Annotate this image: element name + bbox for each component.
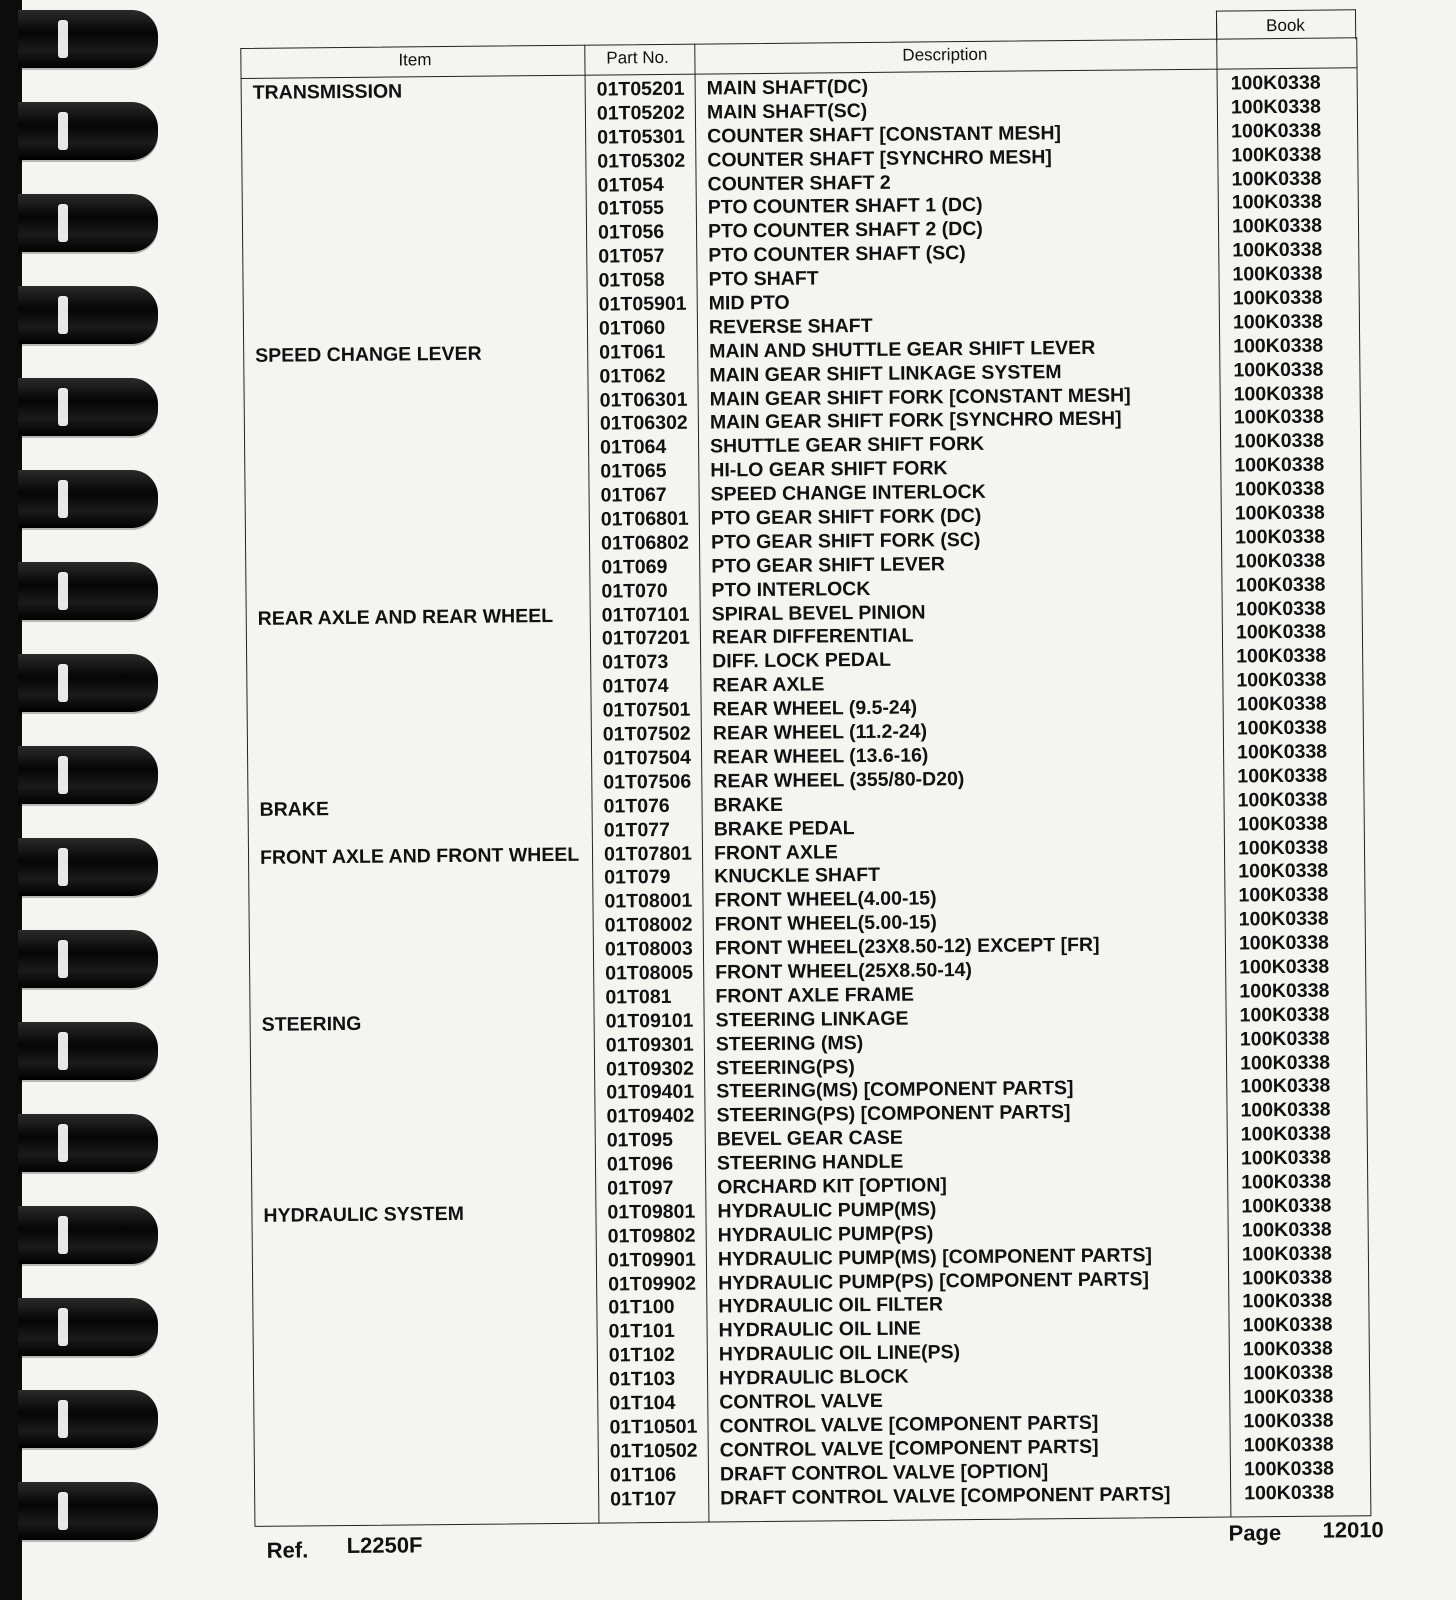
header-description: Description: [902, 44, 988, 65]
header-item: Item: [398, 50, 432, 70]
binding-ring: [18, 1298, 158, 1356]
part-number-cell: 01T08005: [605, 961, 694, 985]
description-cell: MID PTO: [708, 291, 790, 315]
book-cell: 100K0338: [1239, 1027, 1330, 1051]
description-cell: DRAFT CONTROL VALVE [COMPONENT PARTS]: [720, 1482, 1171, 1510]
part-number-cell: 01T106: [609, 1463, 677, 1487]
description-cell: MAIN SHAFT(SC): [706, 99, 868, 124]
book-cell: 100K0338: [1241, 1242, 1332, 1266]
book-cell: 100K0338: [1230, 71, 1321, 95]
book-cell: 100K0338: [1243, 1457, 1335, 1481]
description-cell: CONTROL VALVE [COMPONENT PARTS]: [719, 1411, 1099, 1438]
book-cell: 100K0338: [1242, 1313, 1333, 1337]
part-number-cell: 01T101: [608, 1320, 675, 1343]
part-number-cell: 01T05201: [596, 77, 685, 101]
book-cell: 100K0338: [1238, 859, 1329, 883]
description-cell: PTO GEAR SHIFT FORK (SC): [710, 528, 981, 554]
description-cell: HYDRAULIC PUMP(MS) [COMPONENT PARTS]: [717, 1243, 1153, 1271]
book-cell: 100K0338: [1242, 1289, 1333, 1313]
part-number-cell: 01T074: [602, 675, 669, 698]
part-number-cell: 01T06301: [599, 388, 688, 412]
header-part-no: Part No.: [606, 47, 669, 68]
description-cell: REAR WHEEL (13.6-16): [712, 744, 929, 769]
description-cell: SPEED CHANGE INTERLOCK: [710, 481, 986, 506]
book-cell: 100K0338: [1234, 477, 1325, 501]
description-cell: COUNTER SHAFT 2: [707, 171, 891, 196]
book-cell: 100K0338: [1230, 95, 1321, 119]
book-cell: 100K0338: [1244, 1481, 1335, 1504]
binding-ring: [18, 1390, 158, 1448]
description-cell: MAIN AND SHUTTLE GEAR SHIFT LEVER: [709, 336, 1096, 363]
description-cell: PTO SHAFT: [708, 267, 819, 291]
description-cell: HYDRAULIC PUMP(PS): [717, 1222, 934, 1247]
book-cell: 100K0338: [1237, 764, 1328, 788]
part-number-cell: 01T096: [606, 1152, 674, 1176]
description-cell: COUNTER SHAFT [SYNCHRO MESH]: [707, 145, 1052, 172]
book-cell: 100K0338: [1231, 167, 1322, 191]
part-number-cell: 01T07101: [601, 603, 690, 627]
description-cell: HYDRAULIC OIL FILTER: [718, 1293, 944, 1318]
part-number-cell: 01T058: [598, 269, 665, 292]
book-cell: 100K0338: [1243, 1433, 1334, 1457]
part-number-cell: 01T09101: [605, 1009, 694, 1033]
binding-ring: [18, 1482, 158, 1540]
description-cell: FRONT WHEEL(4.00-15): [714, 887, 937, 912]
book-cell: 100K0338: [1239, 1051, 1331, 1074]
description-cell: STEERING(PS) [COMPONENT PARTS]: [716, 1101, 1071, 1127]
part-number-cell: 01T077: [603, 818, 671, 842]
ref-value: L2250F: [346, 1532, 423, 1559]
book-cell: 100K0338: [1231, 214, 1323, 238]
description-cell: FRONT AXLE FRAME: [715, 983, 915, 1008]
description-cell: STEERING(MS) [COMPONENT PARTS]: [716, 1077, 1074, 1103]
description-cell: STEERING (MS): [715, 1031, 864, 1056]
description-cell: FRONT WHEEL(25X8.50-14): [715, 958, 973, 984]
book-cell: 100K0338: [1241, 1194, 1332, 1218]
description-cell: PTO GEAR SHIFT FORK (DC): [710, 504, 982, 530]
item-cell: FRONT AXLE AND FRONT WHEEL: [259, 843, 580, 869]
book-cell: 100K0338: [1234, 501, 1325, 525]
book-cell: 100K0338: [1236, 740, 1328, 764]
item-cell: SPEED CHANGE LEVER: [255, 342, 482, 367]
part-number-cell: 01T069: [601, 555, 668, 579]
part-number-cell: 01T070: [601, 579, 668, 603]
part-number-cell: 01T09901: [607, 1248, 696, 1272]
book-cell: 100K0338: [1243, 1409, 1334, 1433]
part-number-cell: 01T100: [608, 1296, 675, 1319]
book-cell: 100K0338: [1231, 191, 1322, 214]
part-number-cell: 01T05301: [597, 125, 686, 149]
book-cell: 100K0338: [1233, 429, 1325, 453]
description-cell: CONTROL VALVE: [719, 1389, 883, 1414]
part-number-cell: 01T104: [609, 1391, 676, 1415]
binding-ring: [18, 470, 158, 528]
part-number-cell: 01T05302: [597, 149, 686, 173]
item-cell: STEERING: [261, 1012, 362, 1036]
book-header-right-rule: [1355, 9, 1356, 39]
part-number-cell: 01T076: [603, 794, 670, 818]
part-number-cell: 01T06801: [600, 507, 689, 531]
book-cell: 100K0338: [1242, 1266, 1333, 1289]
book-cell: 100K0338: [1237, 788, 1328, 812]
book-cell: 100K0338: [1240, 1122, 1331, 1146]
page-number: 12010: [1322, 1517, 1384, 1543]
binding-ring: [18, 930, 158, 988]
binding-ring: [18, 1022, 158, 1080]
item-cell: REAR AXLE AND REAR WHEEL: [257, 604, 554, 630]
part-number-cell: 01T09802: [607, 1224, 696, 1248]
binding-ring: [18, 746, 158, 804]
part-number-cell: 01T103: [608, 1367, 676, 1391]
description-cell: PTO COUNTER SHAFT (SC): [708, 242, 966, 267]
description-cell: MAIN GEAR SHIFT FORK [CONSTANT MESH]: [709, 384, 1131, 411]
description-cell: HI-LO GEAR SHIFT FORK: [710, 457, 948, 482]
book-cell: 100K0338: [1238, 883, 1329, 907]
binding-ring: [18, 378, 158, 436]
page-label: Page: [1228, 1520, 1282, 1546]
description-cell: REAR WHEEL (9.5-24): [712, 696, 918, 721]
description-cell: PTO COUNTER SHAFT 2 (DC): [707, 218, 983, 243]
book-cell: 100K0338: [1235, 549, 1326, 573]
part-number-cell: 01T097: [607, 1176, 674, 1200]
binding-ring: [18, 194, 158, 252]
book-cell: 100K0338: [1238, 931, 1330, 955]
part-number-cell: 01T073: [602, 651, 669, 674]
part-number-cell: 01T057: [598, 245, 665, 268]
description-cell: STEERING(PS): [715, 1055, 855, 1079]
book-cell: 100K0338: [1243, 1385, 1334, 1409]
description-cell: SHUTTLE GEAR SHIFT FORK: [710, 433, 985, 458]
description-cell: BRAKE: [713, 793, 784, 817]
book-cell: 100K0338: [1233, 358, 1324, 382]
book-cell: 100K0338: [1242, 1361, 1334, 1385]
part-number-cell: 01T081: [605, 985, 672, 1009]
description-cell: KNUCKLE SHAFT: [714, 864, 881, 888]
book-cell: 100K0338: [1235, 621, 1327, 644]
description-cell: MAIN SHAFT(DC): [706, 75, 869, 100]
part-number-cell: 01T06302: [599, 412, 688, 436]
description-cell: MAIN GEAR SHIFT FORK [SYNCHRO MESH]: [709, 408, 1122, 434]
book-cell: 100K0338: [1231, 119, 1322, 143]
book-cell: 100K0338: [1239, 1003, 1330, 1027]
book-cell: 100K0338: [1242, 1337, 1333, 1361]
description-cell: FRONT WHEEL(5.00-15): [714, 911, 937, 936]
part-number-cell: 01T054: [597, 173, 664, 197]
book-cell: 100K0338: [1233, 334, 1324, 358]
binding-ring: [18, 286, 158, 344]
description-cell: REAR AXLE: [712, 673, 825, 697]
book-cell: 100K0338: [1237, 836, 1329, 859]
part-number-cell: 01T09302: [605, 1057, 695, 1081]
parts-table-body: [241, 71, 1372, 1515]
description-cell: REAR DIFFERENTIAL: [711, 625, 914, 649]
book-cell: 100K0338: [1236, 692, 1327, 716]
part-number-cell: 01T056: [597, 221, 665, 244]
book-cell: 100K0338: [1240, 1098, 1331, 1122]
part-number-cell: 01T05202: [596, 101, 685, 125]
part-number-cell: 01T07801: [603, 842, 692, 866]
book-cell: 100K0338: [1240, 1146, 1332, 1170]
part-number-cell: 01T079: [604, 866, 671, 889]
description-cell: STEERING HANDLE: [716, 1150, 904, 1175]
description-cell: PTO COUNTER SHAFT 1 (DC): [707, 194, 983, 219]
description-cell: REAR WHEEL (355/80-D20): [713, 767, 965, 793]
description-cell: FRONT AXLE: [713, 840, 838, 864]
part-number-cell: 01T102: [608, 1344, 676, 1367]
binding-ring: [18, 562, 158, 620]
description-cell: HYDRAULIC OIL LINE(PS): [718, 1341, 961, 1366]
book-cell: 100K0338: [1239, 955, 1330, 979]
description-cell: CONTROL VALVE [COMPONENT PARTS]: [719, 1435, 1099, 1462]
description-cell: REAR WHEEL (11.2-24): [712, 720, 928, 745]
description-cell: HYDRAULIC OIL LINE: [718, 1317, 921, 1342]
item-cell: BRAKE: [259, 797, 330, 821]
description-cell: PTO INTERLOCK: [711, 577, 871, 602]
part-number-cell: 01T08002: [604, 913, 693, 937]
book-cell: 100K0338: [1237, 812, 1328, 836]
part-number-cell: 01T07502: [602, 722, 691, 746]
book-cell: 100K0338: [1240, 1074, 1331, 1098]
part-number-cell: 01T10502: [609, 1439, 698, 1463]
book-cell: 100K0338: [1232, 286, 1323, 310]
description-cell: STEERING LINKAGE: [715, 1007, 909, 1032]
part-number-cell: 01T05901: [598, 292, 687, 316]
binding-ring: [18, 102, 158, 160]
description-cell: HYDRAULIC PUMP(PS) [COMPONENT PARTS]: [718, 1267, 1150, 1294]
description-cell: COUNTER SHAFT [CONSTANT MESH]: [707, 121, 1062, 148]
book-cell: 100K0338: [1235, 573, 1326, 597]
book-cell: 100K0338: [1235, 597, 1326, 621]
book-cell: 100K0338: [1238, 907, 1329, 931]
description-cell: ORCHARD KIT [OPTION]: [717, 1174, 947, 1199]
header-book: Book: [1266, 15, 1305, 36]
book-cell: 100K0338: [1236, 644, 1327, 668]
part-number-cell: 01T062: [599, 364, 666, 388]
description-cell: HYDRAULIC BLOCK: [718, 1365, 909, 1390]
book-cell: 100K0338: [1232, 262, 1323, 286]
book-cell: 100K0338: [1236, 716, 1327, 740]
part-number-cell: 01T065: [600, 460, 667, 483]
part-number-cell: 01T09801: [607, 1200, 696, 1224]
part-number-cell: 01T09902: [608, 1272, 697, 1296]
part-number-cell: 01T07201: [601, 627, 690, 651]
part-number-cell: 01T07501: [602, 698, 691, 722]
description-cell: BRAKE PEDAL: [713, 816, 855, 841]
binding-ring: [18, 1114, 158, 1172]
parts-index-page: [240, 9, 1384, 1580]
part-number-cell: 01T09402: [606, 1104, 695, 1128]
description-cell: FRONT WHEEL(23X8.50-12) EXCEPT [FR]: [714, 933, 1100, 960]
part-number-cell: 01T055: [597, 197, 665, 221]
part-number-cell: 01T07506: [603, 770, 692, 794]
book-cell: 100K0338: [1233, 406, 1324, 429]
part-number-cell: 01T061: [599, 340, 666, 364]
description-cell: HYDRAULIC PUMP(MS): [717, 1198, 937, 1223]
binding-ring: [18, 10, 158, 68]
item-cell: HYDRAULIC SYSTEM: [263, 1202, 465, 1227]
description-cell: REVERSE SHAFT: [708, 314, 873, 339]
ref-label: Ref.: [266, 1537, 309, 1563]
part-number-cell: 01T064: [600, 436, 667, 459]
book-cell: 100K0338: [1236, 668, 1327, 692]
part-number-cell: 01T095: [606, 1129, 674, 1152]
binding-ring: [18, 1206, 158, 1264]
book-cell: 100K0338: [1241, 1218, 1332, 1242]
description-cell: DRAFT CONTROL VALVE [OPTION]: [719, 1459, 1049, 1486]
book-cell: 100K0338: [1232, 310, 1324, 334]
part-number-cell: 01T09301: [605, 1033, 694, 1057]
book-cell: 100K0338: [1233, 382, 1324, 406]
description-cell: SPIRAL BEVEL PINION: [711, 601, 926, 626]
part-number-cell: 01T08003: [604, 937, 693, 961]
part-number-cell: 01T06802: [600, 531, 689, 555]
book-cell: 100K0338: [1239, 979, 1330, 1003]
spiral-binding: [0, 0, 170, 1600]
book-cell: 100K0338: [1241, 1170, 1332, 1194]
part-number-cell: 01T08001: [604, 889, 693, 913]
description-cell: DIFF. LOCK PEDAL: [712, 649, 892, 673]
item-cell: TRANSMISSION: [252, 80, 403, 104]
part-number-cell: 01T10501: [609, 1415, 698, 1439]
book-cell: 100K0338: [1234, 525, 1326, 549]
description-cell: MAIN GEAR SHIFT LINKAGE SYSTEM: [709, 360, 1062, 387]
description-cell: PTO GEAR SHIFT LEVER: [711, 553, 946, 578]
book-header-top-rule: [1216, 9, 1356, 11]
binding-ring: [18, 654, 158, 712]
part-number-cell: 01T067: [600, 484, 667, 507]
part-number-cell: 01T060: [598, 316, 666, 340]
book-cell: 100K0338: [1234, 453, 1325, 477]
binding-ring: [18, 838, 158, 896]
part-number-cell: 01T107: [610, 1487, 677, 1511]
book-cell: 100K0338: [1232, 238, 1323, 262]
description-cell: BEVEL GEAR CASE: [716, 1126, 903, 1151]
part-number-cell: 01T07504: [603, 746, 692, 770]
book-cell: 100K0338: [1231, 143, 1322, 167]
part-number-cell: 01T09401: [606, 1081, 695, 1104]
